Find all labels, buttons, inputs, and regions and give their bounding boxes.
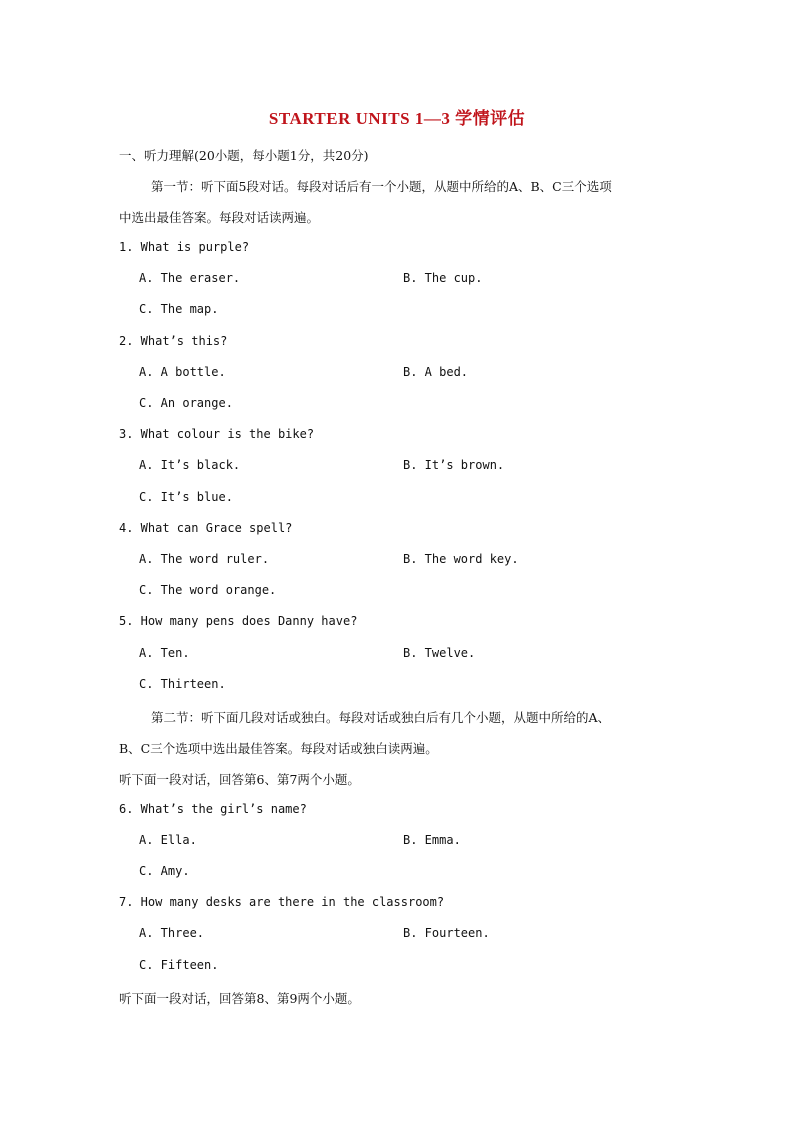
q1-option-b: B. The cup. (403, 271, 483, 285)
part1-instruction-line2: 中选出最佳答案。每段对话读两遍。 (119, 210, 320, 225)
q4-option-a: A. The word ruler. (139, 552, 270, 566)
group-instruction-8-9: 听下面一段对话，回答第8、第9两个小题。 (119, 991, 360, 1006)
question-5: 5. How many pens does Danny have? (119, 614, 358, 628)
q3-option-a: A. It’s black. (139, 458, 241, 472)
q6-option-b: B. Emma. (403, 833, 461, 847)
q3-option-b: B. It’s brown. (403, 458, 505, 472)
page-title: STARTER UNITS 1—3 学情评估 (268, 109, 526, 128)
q7-option-b: B. Fourteen. (403, 926, 490, 940)
q5-option-c: C. Thirteen. (139, 677, 226, 691)
group-instruction-6-7: 听下面一段对话，回答第6、第7两个小题。 (119, 772, 360, 787)
question-4: 4. What can Grace spell? (119, 521, 293, 535)
q4-option-b: B. The word key. (403, 552, 519, 566)
part2-instruction-line1: 第二节：听下面几段对话或独白。每段对话或独白后有几个小题，从题中所给的A、 (151, 710, 611, 725)
part2-instruction-line2: B、C三个选项中选出最佳答案。每段对话或独白读两遍。 (119, 741, 438, 756)
q5-option-b: B. Twelve. (403, 646, 476, 660)
q2-option-c: C. An orange. (139, 396, 233, 410)
q5-option-a: A. Ten. (139, 646, 190, 660)
q2-option-b: B. A bed. (403, 365, 469, 379)
part1-instruction-line1: 第一节：听下面5段对话。每段对话后有一个小题，从题中所给的A、B、C三个选项 (151, 179, 612, 194)
q1-option-a: A. The eraser. (139, 271, 241, 285)
question-1: 1. What is purple? (119, 240, 250, 254)
question-2: 2. What’s this? (119, 334, 228, 348)
q7-option-a: A. Three. (139, 926, 205, 940)
q4-option-c: C. The word orange. (139, 583, 277, 597)
q6-option-a: A. Ella. (139, 833, 197, 847)
question-3: 3. What colour is the bike? (119, 427, 315, 441)
q2-option-a: A. A bottle. (139, 365, 226, 379)
q6-option-c: C. Amy. (139, 864, 190, 878)
q7-option-c: C. Fifteen. (139, 958, 219, 972)
section-heading: 一、听力理解(20小题，每小题1分，共20分) (119, 148, 369, 163)
question-7: 7. How many desks are there in the classroom? (119, 895, 445, 909)
q3-option-c: C. It’s blue. (139, 490, 233, 504)
q1-option-c: C. The map. (139, 302, 219, 316)
question-6: 6. What’s the girl’s name? (119, 802, 307, 816)
